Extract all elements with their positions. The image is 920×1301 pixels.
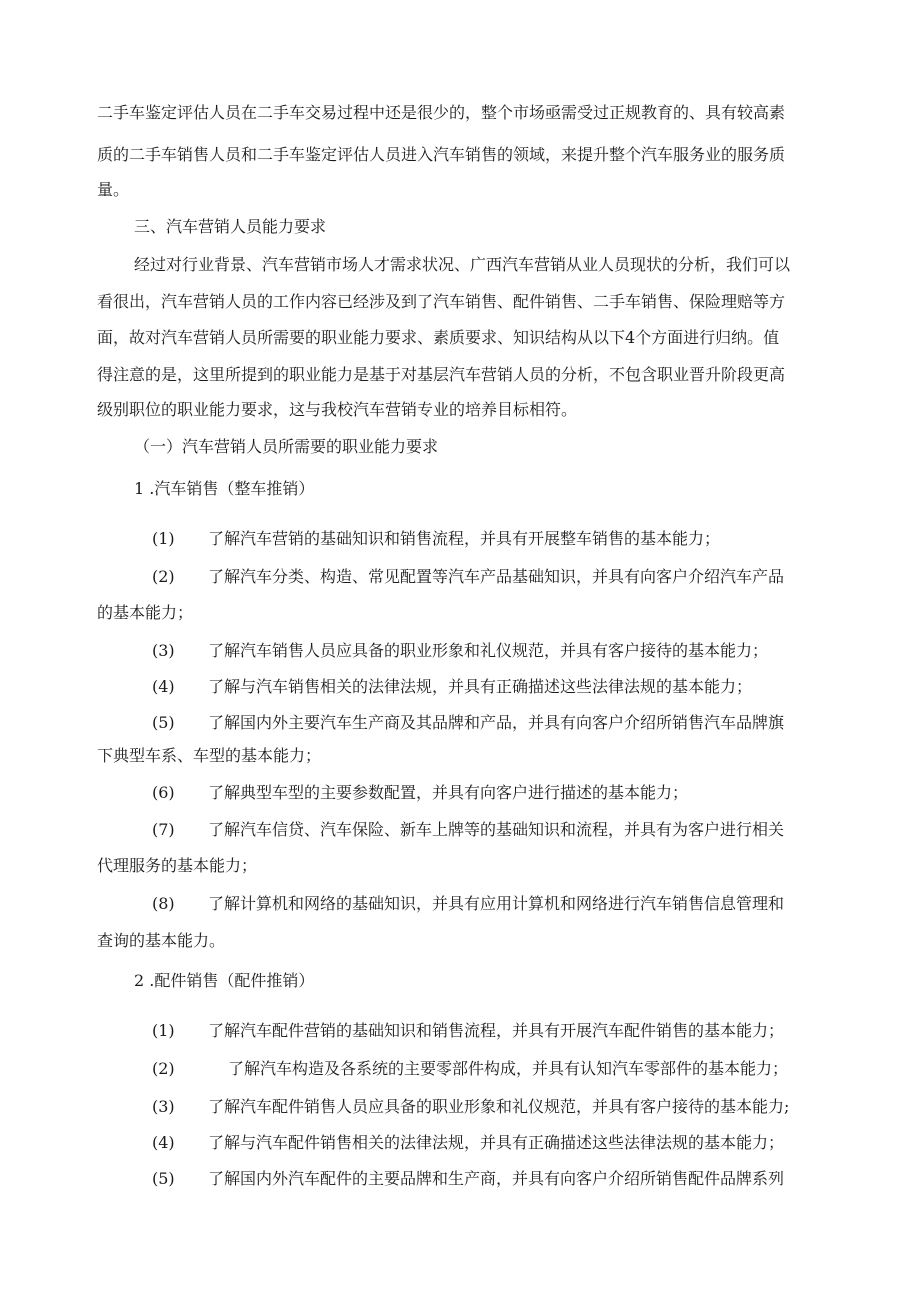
item-number: (3) (152, 1097, 175, 1116)
item-number: (1) (152, 1021, 175, 1040)
item-number: (3) (152, 641, 175, 660)
list-item (152, 1058, 788, 1080)
item-text: 了解汽车营销的基础知识和销售流程，并具有开展整车销售的基本能力； (208, 529, 721, 548)
intro-line: 质的二手车销售人员和二手车鉴定评估人员进入汽车销售的领域，来提升整个汽车服务业的服务质 (97, 145, 786, 164)
item-text: 了解国内外主要汽车生产商及其品牌和产品，并具有向客户介绍所销售汽车品牌旗 (208, 713, 785, 732)
list-item (152, 1020, 784, 1042)
intro-line: 二手车鉴定评估人员在二手车交易过程中还是很少的，整个市场亟需受过正规教育的、具有较高素 (97, 103, 786, 122)
item-number: (1) (152, 529, 175, 548)
list-item (152, 712, 784, 734)
item-text: 了解汽车构造及各系统的主要零部件构成，并具有认知汽车零部件的基本能力； (228, 1059, 789, 1078)
item-number: (4) (152, 677, 175, 696)
item-continuation: 下典型车系、车型的基本能力； (97, 746, 322, 765)
item-number: (5) (152, 1169, 175, 1188)
item-text: 了解与汽车销售相关的法律法规，并具有正确描述这些法律法规的基本能力； (208, 677, 753, 696)
list-item (152, 782, 688, 804)
item-text: 了解汽车分类、构造、常见配置等汽车产品基础知识，并具有向客户介绍汽车产品 (208, 567, 785, 586)
section-heading: 三、汽车营销人员能力要求 (134, 217, 327, 236)
paragraph-line: 级别职位的职业能力要求，这与我校汽车营销专业的培养目标相符。 (97, 400, 578, 419)
item-text: 了解汽车销售人员应具备的职业形象和礼仪规范，并具有客户接待的基本能力； (208, 641, 769, 660)
item-number: (4) (152, 1133, 175, 1152)
subsection-heading: （一）汽车营销人员所需要的职业能力要求 (134, 437, 439, 456)
item-text: 了解与汽车配件销售相关的法律法规，并具有正确描述这些法律法规的基本能力； (208, 1133, 785, 1152)
paragraph-line: 得注意的是，这里所提到的职业能力是基于对基层汽车营销人员的分析，不包含职业晋升阶段更高 (97, 365, 786, 384)
item-text: 了解国内外汽车配件的主要品牌和生产商，并具有向客户介绍所销售配件品牌系列 (208, 1169, 785, 1188)
list-item (152, 1096, 789, 1118)
item-text: 了解汽车信贷、汽车保险、新车上牌等的基础知识和流程，并具有为客户进行相关 (208, 820, 785, 839)
item-text: 了解典型车型的主要参数配置，并具有向客户进行描述的基本能力； (208, 783, 689, 802)
list-item (152, 1168, 784, 1190)
item-continuation: 查询的基本能力。 (97, 931, 226, 950)
item-number: (2) (152, 567, 175, 586)
paragraph-line: 面，故对汽车营销人员所需要的职业能力要求、素质要求、知识结构从以下4个方面进行归纳。值 (97, 328, 780, 347)
category-heading: 2 .配件销售（配件推销） (134, 971, 315, 990)
paragraph-line: 看很出，汽车营销人员的工作内容已经涉及到了汽车销售、配件销售、二手车销售、保险理赔等方 (97, 292, 786, 311)
item-continuation: 的基本能力； (97, 603, 194, 622)
list-item (152, 1132, 784, 1154)
item-text: 了解汽车配件营销的基础知识和销售流程，并具有开展汽车配件销售的基本能力； (208, 1021, 785, 1040)
item-text: 了解汽车配件销售人员应具备的职业形象和礼仪规范，并具有客户接待的基本能力; (208, 1097, 790, 1116)
list-item (152, 566, 784, 588)
list-item (152, 819, 784, 841)
intro-line: 量。 (97, 180, 130, 199)
item-number: (2) (152, 1059, 175, 1078)
item-number: (7) (152, 820, 175, 839)
item-text: 了解计算机和网络的基础知识，并具有应用计算机和网络进行汽车销售信息管理和 (208, 894, 785, 913)
item-number: (5) (152, 713, 175, 732)
list-item (152, 528, 720, 550)
item-number: (8) (152, 894, 175, 913)
list-item (152, 893, 784, 915)
item-number: (6) (152, 783, 175, 802)
paragraph-line: 经过对行业背景、汽车营销市场人才需求状况、广西汽车营销从业人员现状的分析，我们可以 (134, 255, 791, 274)
item-continuation: 代理服务的基本能力； (97, 856, 258, 875)
category-heading: 1 .汽车销售（整车推销） (134, 479, 315, 498)
list-item (152, 640, 768, 662)
list-item (152, 676, 752, 698)
